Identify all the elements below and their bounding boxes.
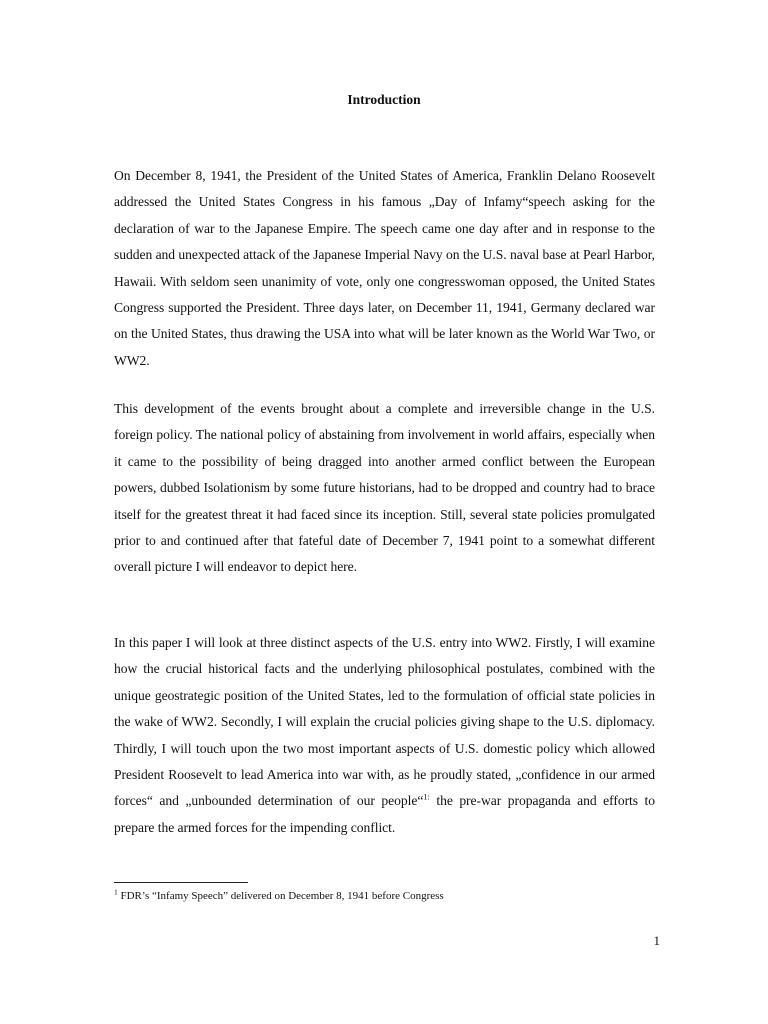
paragraph-3-text-start: In this paper I will look at three distinct aspects of the U.S. entry into WW2. Firstly, I will examine how the crucial historical facts and the underlying philosophical postulates, combined with the unique geostrategic position of the United States, led to the formulation of official state policies in the wake of WW2. Secondly, I will explain the crucial policies giving shape to the U.S. diplomacy. Thirdly, I will touch upon the two most important aspects of U.S. domestic policy which allowed President Roosevelt to lead America into war with, as he proudly stated, „confidence in our armed forces“ and „unbounded determination of our people“ (114, 635, 655, 809)
footnote-reference: 1: (423, 791, 430, 802)
paragraph-2: This development of the events brought about a complete and irreversible change in the U.S. foreign policy. The national policy of abstaining from involvement in world affairs, especially when it came to the possibility of being dragged into another armed conflict between the European powers, dubbed Isolationism by some future historians, had to be dropped and country had to brace itself for the greatest threat it had faced since its inception. Still, several state policies promulgated prior to and continued after that fateful date of December 7, 1941 point to a somewhat different overall picture I will endeavor to depict here. (114, 401, 655, 575)
page-title: Introduction (347, 92, 421, 107)
paragraph-3 (114, 630, 655, 841)
page-number: 1 (653, 933, 660, 948)
paragraph-3-text-end: the pre-war propaganda and efforts to prepare the armed forces for the impending conflict. (114, 793, 655, 835)
footnote (114, 888, 674, 904)
footnote-separator (114, 882, 248, 883)
footnote-text: FDR’s “Infamy Speech” delivered on December 8, 1941 before Congress (117, 890, 444, 902)
paragraph-1: On December 8, 1941, the President of the United States of America, Franklin Delano Roosevelt addressed the United States Congress in his famous „Day of Infamy“speech asking for the declaration of war to the Japanese Empire. The speech came one day after and in response to the sudden and unexpected attack of the Japanese Imperial Navy on the U.S. naval base at Pearl Harbor, Hawaii. With seldom seen unanimity of vote, only one congresswoman opposed, the United States Congress supported the President. Three days later, on December 11, 1941, Germany declared war on the United States, thus drawing the USA into what will be later known as the World War Two, or WW2. (114, 168, 655, 368)
footnote-mark: 1 (114, 887, 118, 897)
